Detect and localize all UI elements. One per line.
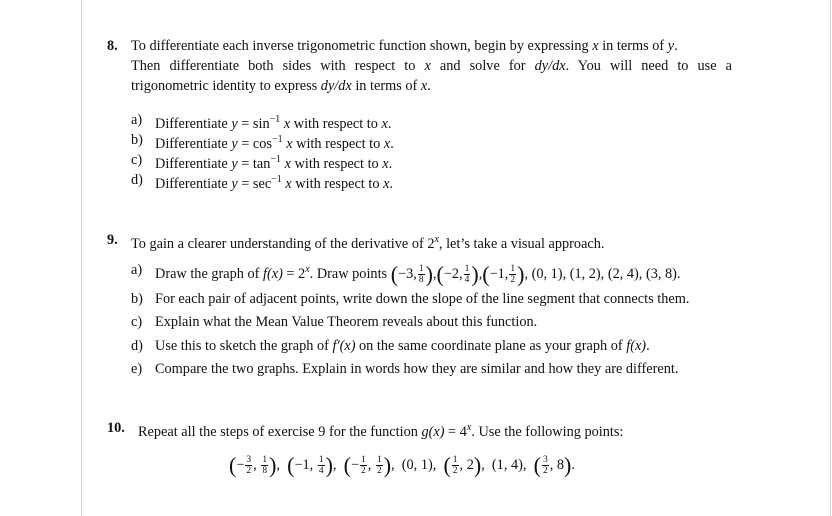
q9-intro: To gain a clearer understanding of the derivative of 2$^x$, let’s take a visual approach.: [131, 234, 605, 252]
fraction: $\frac{1}{2}$: [361, 455, 366, 477]
fraction: $\frac{1}{2}$: [452, 455, 458, 477]
fraction: $\frac{1}{2}$: [510, 264, 516, 286]
q8-line-3: trigonometric identity to express dy/dx in terms of x.: [131, 78, 431, 94]
q8-part-b: Differentiate $y = \cos^{-1} x$ with respect to x.: [155, 134, 394, 152]
q10-points: (− $\frac{3}{2}$ , $\frac{1}{8}$ ), (−1, $\frac{1}{4}$ ), (− $\frac{1}{2}$ , $\frac{1}{2}$ ), (0, 1), ( $\frac{1}{2}$ , 2), (1, 4), ( $\frac{3}{2}$ , 8).: [229, 452, 575, 478]
fraction: $\frac{1}{8}$: [418, 264, 424, 286]
q9-part-a: Draw the graph of $f(x) = 2^x$. Draw points (−3, $\frac{1}{8}$ ),(−2, $\frac{1}{4}$ ),(−1, $\frac{1}{2}$ ), (0, 1), (1, 2), (2, 4), (3, 8).: [155, 261, 681, 287]
q9-number: 9.: [107, 232, 118, 248]
q10-number: 10.: [107, 420, 125, 436]
fraction: $\frac{1}{4}$: [318, 455, 324, 477]
q8-part-c-label: c): [131, 152, 143, 168]
q9-part-b: For each pair of adjacent points, write down the slope of the line segment that connects them.: [155, 291, 690, 307]
q9-part-c-label: c): [131, 314, 143, 330]
q8-line-1: To differentiate each inverse trigonometric function shown, begin by expressing x in terms of y.: [131, 38, 678, 54]
q9-part-d: Use this to sketch the graph of f′(x) on the same coordinate plane as your graph of f(x).: [155, 338, 650, 354]
q8-part-d: Differentiate $y = \sec^{-1} x$ with respect to x.: [155, 174, 393, 192]
q9-part-c: Explain what the Mean Value Theorem reveals about this function.: [155, 314, 538, 330]
q8-part-a: Differentiate $y = \sin^{-1} x$ with respect to x.: [155, 114, 392, 132]
q8-part-a-label: a): [131, 112, 143, 128]
q9-part-b-label: b): [131, 291, 143, 307]
q9-part-e-label: e): [131, 361, 143, 377]
q8-line-2: Then differentiate both sides with respect to x and solve for dy/dx. You will need to use a: [131, 58, 732, 74]
fraction: $\frac{3}{2}$: [246, 455, 252, 477]
q9-part-a-label: a): [131, 262, 143, 278]
q9-part-d-label: d): [131, 338, 143, 354]
q8-part-c: Differentiate $y = \tan^{-1} x$ with respect to x.: [155, 154, 393, 172]
fraction: $\frac{1}{4}$: [464, 264, 470, 286]
q10-text: Repeat all the steps of exercise 9 for the function $g(x) = 4^x$. Use the following points:: [138, 422, 624, 440]
fraction: $\frac{1}{8}$: [262, 455, 268, 477]
fraction: $\frac{3}{2}$: [542, 455, 548, 477]
q8-part-b-label: b): [131, 132, 143, 148]
fraction: $\frac{1}{2}$: [376, 455, 382, 477]
q8-part-d-label: d): [131, 172, 143, 188]
q8-number: 8.: [107, 38, 118, 54]
q9-part-e: Compare the two graphs. Explain in words how they are similar and how they are different.: [155, 361, 679, 377]
